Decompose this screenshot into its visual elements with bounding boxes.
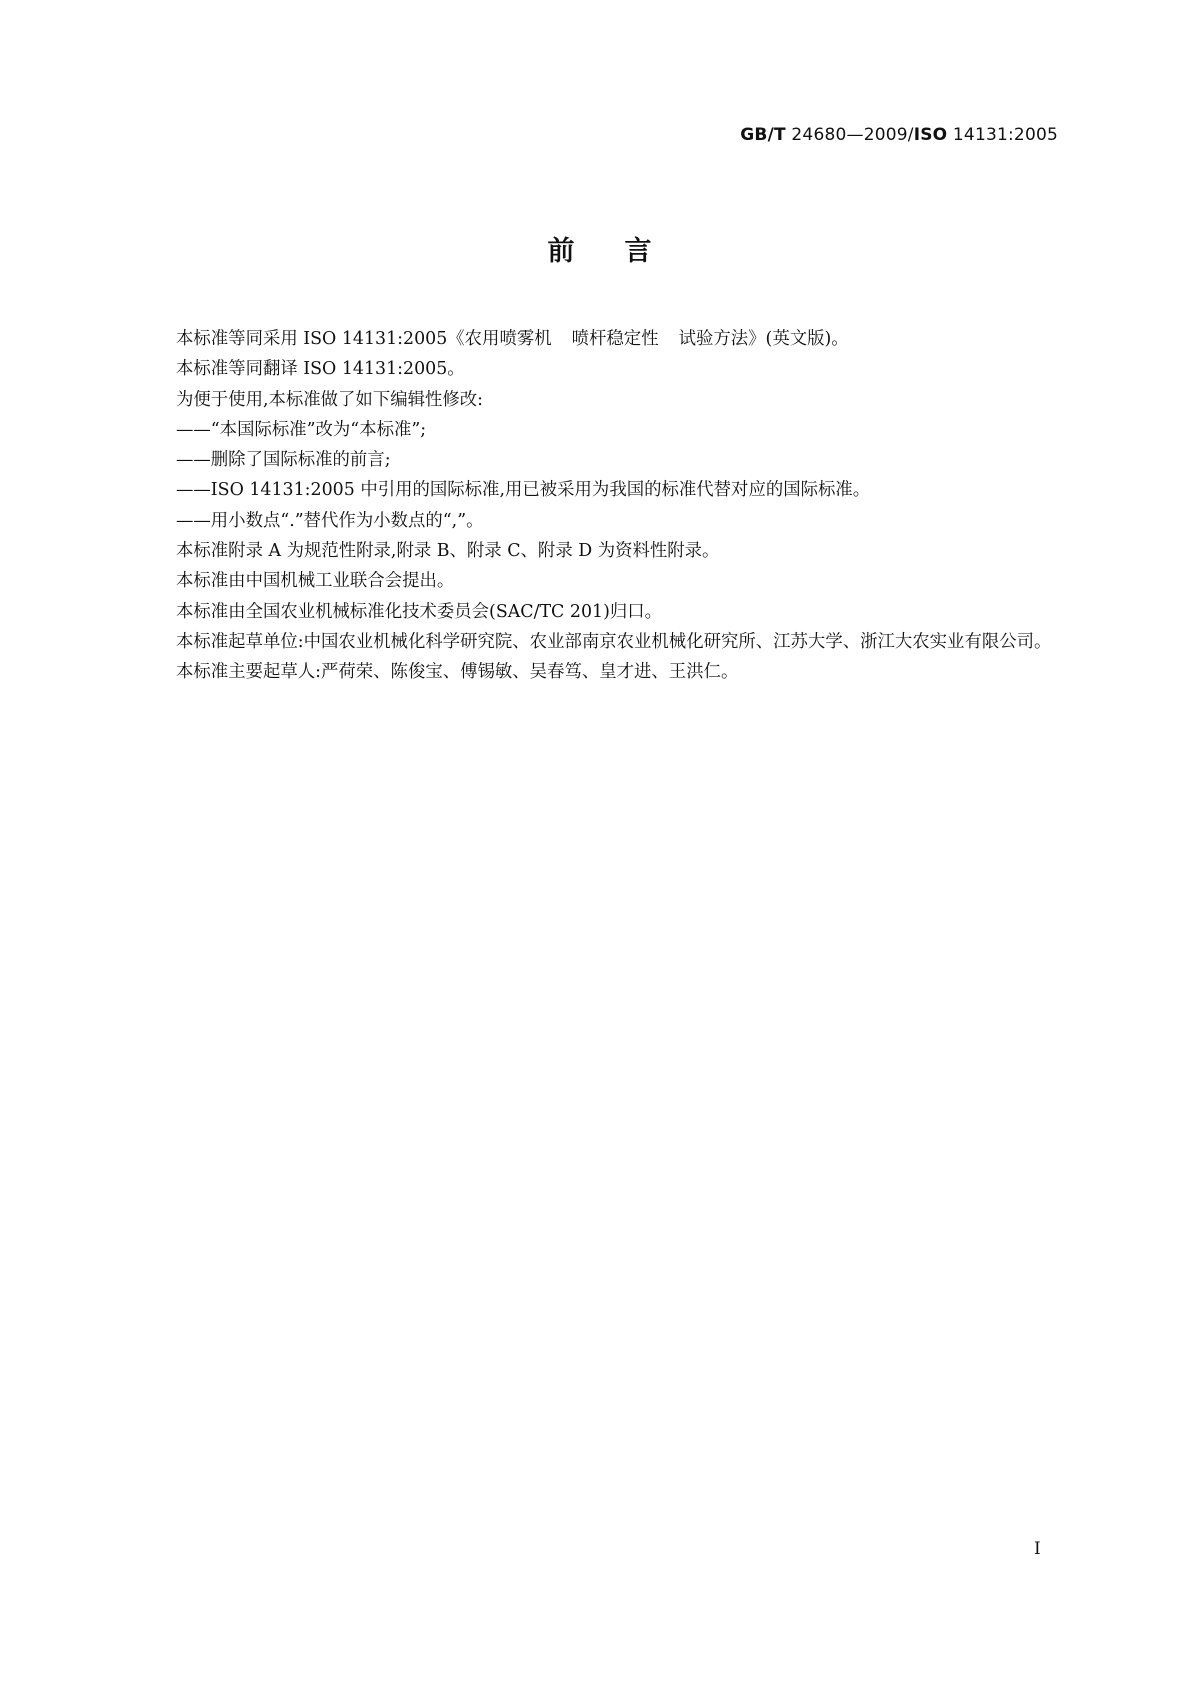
list-item-edit-2: ——删除了国际标准的前言;	[176, 450, 391, 471]
paragraph-proposer: 本标准由中国机械工业联合会提出。	[176, 571, 455, 592]
paragraph-drafters: 本标准主要起草人:严荷荣、陈俊宝、傅锡敏、吴春笃、皇才进、王洪仁。	[176, 662, 739, 683]
list-item-edit-3: ——ISO 14131:2005 中引用的国际标准,用已被采用为我国的标准代替对应的国际标准。	[176, 480, 871, 501]
standard-code	[740, 125, 1058, 145]
adoption-text-b: 喷杆稳定性	[571, 329, 659, 349]
paragraph-drafting-units: 本标准起草单位:中国农业机械化科学研究院、农业部南京农业机械化研究所、江苏大学、浙江大农实业有限公司。	[176, 631, 1052, 652]
list-item-edit-1: ——“本国际标准”改为“本标准”;	[176, 419, 427, 440]
page-number: I	[1034, 1539, 1041, 1559]
paragraph-administrator: 本标准由全国农业机械标准化技术委员会(SAC/TC 201)归口。	[176, 601, 663, 622]
list-item-edit-4: ——用小数点“.”替代作为小数点的“,”。	[176, 510, 484, 531]
standard-code-gb: GB/T	[740, 125, 786, 145]
paragraph-adoption	[133, 324, 1063, 354]
paragraph-edits-intro: 为便于使用,本标准做了如下编辑性修改:	[176, 389, 484, 410]
paragraph-annexes: 本标准附录 A 为规范性附录,附录 B、附录 C、附录 D 为资料性附录。	[176, 541, 720, 562]
paragraph-translation: 本标准等同翻译 ISO 14131:2005。	[176, 359, 465, 380]
foreword-body	[133, 324, 1063, 688]
standard-code-iso: ISO	[913, 125, 948, 145]
adoption-text-c: 试验方法》(英文版)。	[678, 329, 849, 349]
page-title: 前言	[547, 236, 702, 267]
standard-code-iso-number: 14131:2005	[947, 125, 1058, 145]
standard-code-number: 24680—2009/	[785, 125, 914, 145]
adoption-text-a: 本标准等同采用 ISO 14131:2005《农用喷雾机	[176, 329, 552, 349]
